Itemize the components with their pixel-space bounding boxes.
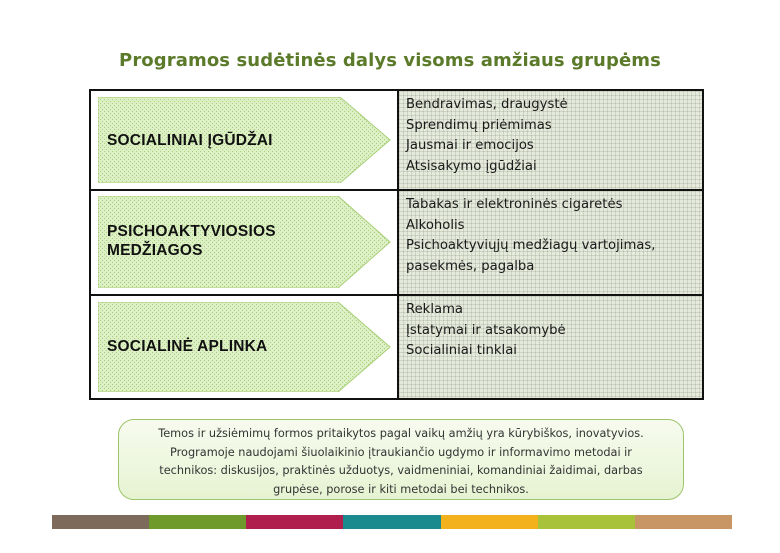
topic-cell [91,296,397,398]
list-item: Psichoaktyviųjų medžiagų vartojimas, [406,238,656,253]
info-note-box [118,419,684,500]
topic-label [107,222,276,260]
list-item: Socialiniai tinklai [406,343,517,358]
color-stripe [52,515,732,529]
topic-label-line: SOCIALINIAI ĮGŪDŽAI [107,132,273,149]
page-title: Programos sudėtinės dalys visoms amžiaus grupėms [119,50,661,71]
topics-table [89,89,704,400]
list-item: Jausmai ir emocijos [406,138,534,153]
topic-label-line: PSICHOAKTYVIOSIOS [107,223,276,240]
table-row [91,189,702,294]
topic-cell [91,191,397,294]
stripe-segment [52,515,149,529]
list-item: Reklama [406,302,463,317]
topic-label [107,131,273,150]
stripe-segment [441,515,538,529]
list-item: Atsisakymo įgūdžiai [406,158,537,174]
note-line: grupėse, porose ir kiti metodai bei technikos. [273,482,529,496]
stripe-segment [246,515,343,529]
list-item: Įstatymai ir atsakomybė [406,322,566,338]
table-row [91,91,702,189]
stripe-segment [343,515,440,529]
stripe-segment [635,515,732,529]
note-line: Temos ir užsiėmimų formos pritaikytos pagal vaikų amžių yra kūrybiškos, inovatyvios. [158,427,644,440]
stripe-segment [538,515,635,529]
stripe-segment [149,515,246,529]
list-item: Sprendimų priėmimas [406,117,552,133]
topic-label [107,337,267,356]
note-line: technikos: diskusijos, praktinės užduotys, vaidmeniniai, komandiniai žaidimai, darbas [159,464,643,477]
list-item: Alkoholis [406,217,465,233]
topic-items-cell [397,296,702,398]
note-line: Programoje naudojami šiuolaikinio įtraukiančio ugdymo ir informavimo metodai ir [170,445,632,459]
list-item: pasekmės, pagalba [406,258,535,274]
list-item: Bendravimas, draugystė [406,97,568,112]
topic-label-line: MEDŽIAGOS [107,242,203,259]
topic-cell [91,91,397,189]
topic-items-cell [397,191,702,294]
topic-items-cell [397,91,702,189]
topic-label-line: SOCIALINĖ APLINKA [107,338,268,355]
list-item: Tabakas ir elektroninės cigaretės [406,197,623,212]
table-row [91,294,702,398]
